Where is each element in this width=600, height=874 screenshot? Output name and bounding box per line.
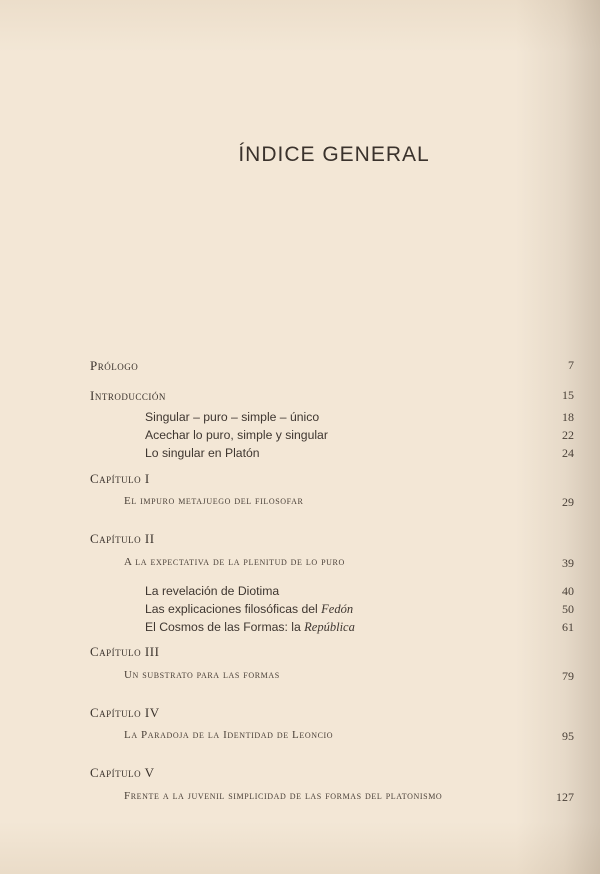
- toc-chapter-subtitle: La Paradoja de la Identidad de Leoncio: [124, 729, 334, 741]
- toc-chapter-subtitle: A la expectativa de la plenitud de lo puro: [124, 556, 345, 568]
- toc-chapter-label: Capítulo II: [90, 531, 155, 546]
- toc-entry-capitulo-2[interactable]: [0, 531, 600, 551]
- toc-page-number: 7: [568, 358, 574, 372]
- toc-chapter-label: Capítulo V: [90, 765, 155, 780]
- toc-chapter-subtitle: Un substrato para las formas: [124, 669, 280, 681]
- toc-chapter-subtitle: El impuro metajuego del filosofar: [124, 495, 304, 507]
- work-title-italic: Fedón: [321, 602, 354, 616]
- toc-section-label: La revelación de Diotima: [145, 584, 280, 598]
- toc-entry-capitulo-3[interactable]: [0, 644, 600, 664]
- toc-chapter-label: Capítulo IV: [90, 705, 160, 720]
- toc-entry-prologo[interactable]: [0, 358, 600, 378]
- toc-page-number: 18: [562, 410, 574, 424]
- toc-page-number: 127: [556, 790, 574, 804]
- toc-section-entry[interactable]: [0, 620, 600, 640]
- toc-page-number: 95: [562, 729, 574, 743]
- toc-chapter-subtitle-entry[interactable]: [0, 729, 600, 749]
- toc-page-number: 29: [562, 495, 574, 509]
- toc-chapter-subtitle-entry[interactable]: [0, 495, 600, 515]
- toc-chapter-subtitle-entry[interactable]: [0, 669, 600, 689]
- toc-page-number: 39: [562, 556, 574, 570]
- toc-page-number: 61: [562, 620, 574, 634]
- toc-section-label: Acechar lo puro, simple y singular: [145, 428, 328, 442]
- toc-section-entry[interactable]: [0, 584, 600, 604]
- toc-chapter-label: Introducción: [90, 388, 166, 403]
- toc-section-entry[interactable]: [0, 602, 600, 622]
- toc-chapter-label: Capítulo III: [90, 644, 160, 659]
- toc-section-label: Las explicaciones filosóficas del Fedón: [145, 602, 354, 616]
- toc-chapter-subtitle-entry[interactable]: [0, 790, 600, 810]
- toc-section-entry[interactable]: [0, 446, 600, 466]
- toc-chapter-label: Capítulo I: [90, 471, 150, 486]
- toc-section-entry[interactable]: [0, 410, 600, 430]
- toc-page-number: 15: [562, 388, 574, 402]
- toc-page-number: 24: [562, 446, 574, 460]
- page-title: ÍNDICE GENERAL: [238, 143, 430, 166]
- toc-section-label: El Cosmos de las Formas: la República: [145, 620, 355, 634]
- toc-page-number: 40: [562, 584, 574, 598]
- toc-page-number: 50: [562, 602, 574, 616]
- toc-page-number: 22: [562, 428, 574, 442]
- toc-chapter-label: Prólogo: [90, 358, 139, 373]
- toc-page-number: 79: [562, 669, 574, 683]
- toc-entry-capitulo-1[interactable]: [0, 471, 600, 491]
- toc-entry-introduccion[interactable]: [0, 388, 600, 408]
- toc-chapter-subtitle-entry[interactable]: [0, 556, 600, 576]
- toc-entry-capitulo-5[interactable]: [0, 765, 600, 785]
- toc-chapter-subtitle: Frente a la juvenil simplicidad de las formas del platonismo: [124, 790, 443, 802]
- toc-entry-capitulo-4[interactable]: [0, 705, 600, 725]
- toc-section-label: Lo singular en Platón: [145, 446, 260, 460]
- work-title-italic: República: [304, 620, 355, 634]
- toc-section-label: Singular – puro – simple – único: [145, 410, 320, 424]
- toc-section-entry[interactable]: [0, 428, 600, 448]
